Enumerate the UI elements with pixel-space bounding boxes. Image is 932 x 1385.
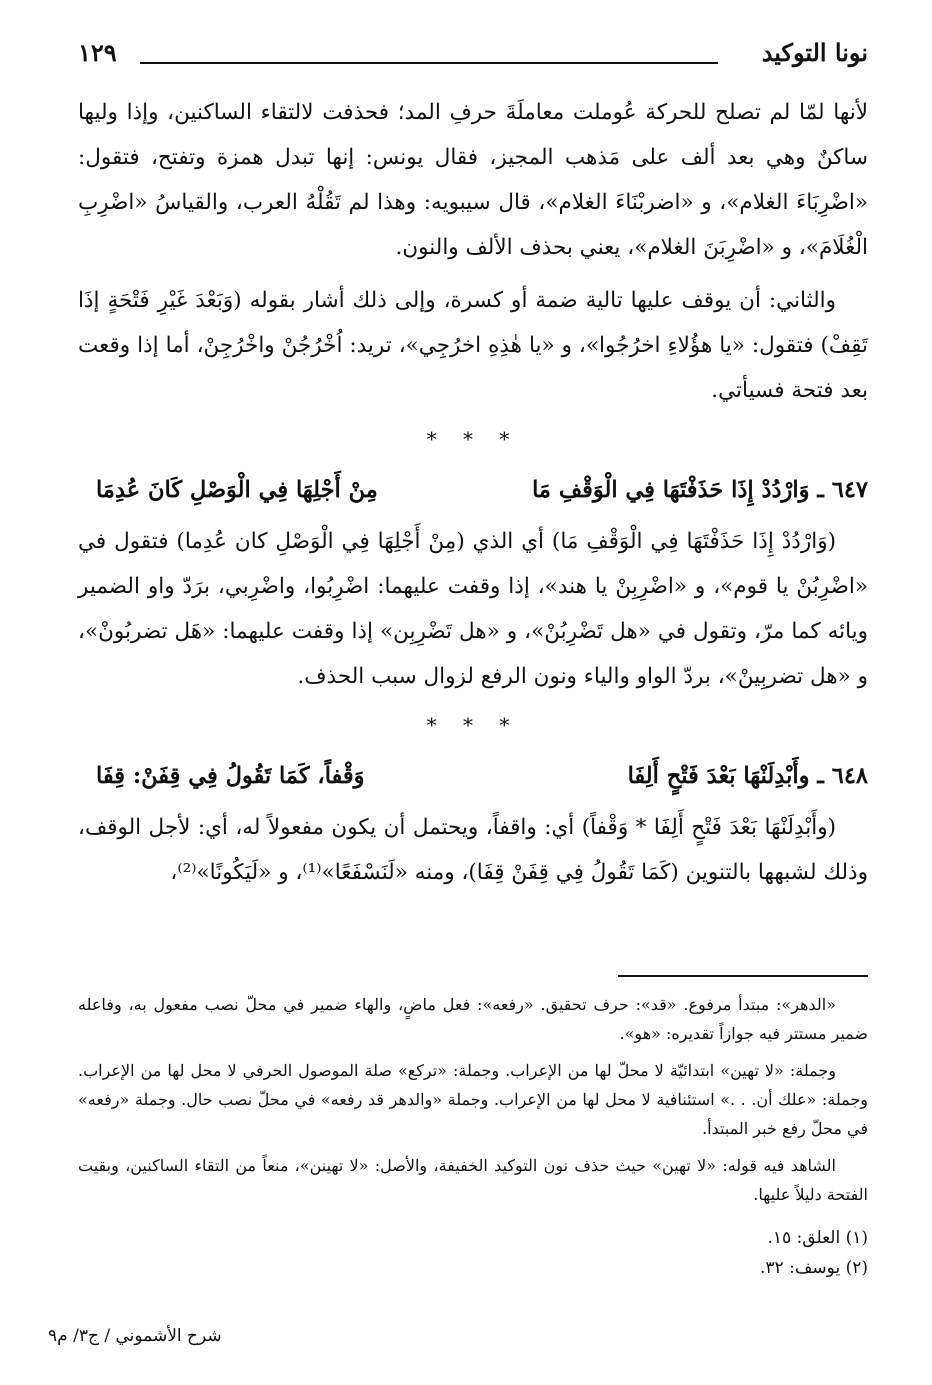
footnote-shahid: الشاهد فيه قوله: «لا تهين» حيث حذف نون التوكيد الخفيفة، والأصل: «لا تهينن»، منعاً من التقاء الساكنين، وبقيت الفتحة دليلاً عليها. <box>78 1156 868 1204</box>
section-separator: * * * <box>426 427 520 451</box>
paragraph-1: لأنها لمّا لم تصلح للحركة عُوملت معاملَةَ حرفِ المد؛ فحذفت لالتقاء الساكنين، وإذا وليها ساكنٌ وهي بعد ألف على مَذهب المجيز، فقال يونس: إنها تبدل همزة وتفتح، فتقول: «اضْرِبَاءَ الغلام»، و «اضربْنَاءَ الغلام»، قال سيبويه: وهذا لم تَقُلْهُ العرب، والقياسُ «اضْرِبِ الْغُلَامَ»، و «اضْرِبَنَ الغلام»، يعني بحذف الألف والنون. <box>78 100 868 260</box>
main-text <box>78 90 868 903</box>
verse-648 <box>78 751 868 801</box>
verse-647-second-hemistich: مِنْ أَجْلِهَا فِي الْوَصْلِ كَانَ عُدِمَا <box>96 477 378 503</box>
paragraph-3: (وَارْدُدْ إِذَا حَذَفْتَهَا فِي الْوَقْفِ مَا) أي الذي (مِنْ أَجْلِهَا فِي الْوَصْلِ كان عُدِما) فتقول في «اضْرِبُنْ يا قوم»، و «اضْرِبِنْ يا هند»، إذا وقفت عليهما: اضْرِبُوا، واضْرِبي، برَدّ واو الضمير ويائه كما مرّ، وتقول في «هل تَضْرِبُنْ»، و «هل تَضْرِبِن» إذا وقفت عليهما: «هَل تضربُونْ»، و «هل تضربِينْ»، بردّ الواو والياء ونون الرفع لزوال سبب الحذف. <box>78 529 868 689</box>
footnotes <box>78 990 868 1283</box>
verse-647-first-hemistich: ٦٤٧ ـ وَارْدُدْ إِذَا حَذَفْتَهَا فِي الْوَقْفِ مَا <box>532 477 868 503</box>
verse-648-first-hemistich: ٦٤٨ ـ وأَبْدِلَنْهَا بَعْدَ فَتْحٍ أَلِفَا <box>627 763 868 789</box>
reference-note-2: (٢) يوسف: ٣٢. <box>760 1258 868 1278</box>
footnote-separator <box>618 975 868 977</box>
page-number: ١٢٩ <box>78 38 117 67</box>
reference-notes <box>78 1223 868 1283</box>
running-title: نونا التوكيد <box>761 38 868 67</box>
footnote-irab-2: وجملة: «لا تهين» ابتدائيّة لا محلّ لها من الإعراب. وجملة: «تركع» صلة الموصول الحرفي لا محل لها من الإعراب. وجملة: «علك أن. . .» استئنافية لا محل لها من الإعراب. وجملة «والدهر قد رفعه» في محلّ نصب حال. وجملة «رفعه» في محلّ رفع خبر المبتدأ. <box>78 1061 868 1138</box>
footnote-irab-1: «الدهر»: مبتدأ مرفوع. «قد»: حرف تحقيق. «رفعه»: فعل ماضٍ، والهاء ضمير في محلّ نصب مفعول به، وفاعله ضمير مستتر فيه جوازاً تقديره: «هو». <box>78 995 868 1043</box>
verse-648-second-hemistich: وَقْفاً، كَمَا تَقُولُ فِي قِفَنْ: قِفَا <box>96 763 365 789</box>
page-header <box>78 34 868 74</box>
verse-647 <box>78 465 868 515</box>
paragraph-4: (وأَبْدِلَنْهَا بَعْدَ فَتْحٍ أَلِفَا * وَقْفاً) أي: واقفاً، ويحتمل أن يكون مفعولاً له، أي: لأجل الوقف، وذلك لشبهها بالتنوين (كَمَا تَقُولُ فِي قِفَنْ قِفَا)، ومنه «لَنَسْفَعًا»⁽¹⁾، و «لَيَكُونًا»⁽²⁾، <box>78 815 868 885</box>
paragraph-2: والثاني: أن يوقف عليها تالية ضمة أو كسرة، وإلى ذلك أشار بقوله (وَبَعْدَ غَيْرِ فَتْحَةٍ إذَا تَقِفْ) فتقول: «يا هؤُلاءِ اخرُجُوا»، و «يا هٰذِهِ اخرُجِي»، تريد: اُخْرُجُنْ واخْرُجِنْ، أما إذا وقعت بعد فتحة فسيأتي. <box>78 288 868 403</box>
signature-mark: شرح الأشموني / ج٣/ م٩ <box>48 1326 222 1346</box>
reference-note-1: (١) العلق: ١٥. <box>767 1228 868 1248</box>
section-separator-2: * * * <box>426 713 520 737</box>
header-rule <box>140 62 718 64</box>
